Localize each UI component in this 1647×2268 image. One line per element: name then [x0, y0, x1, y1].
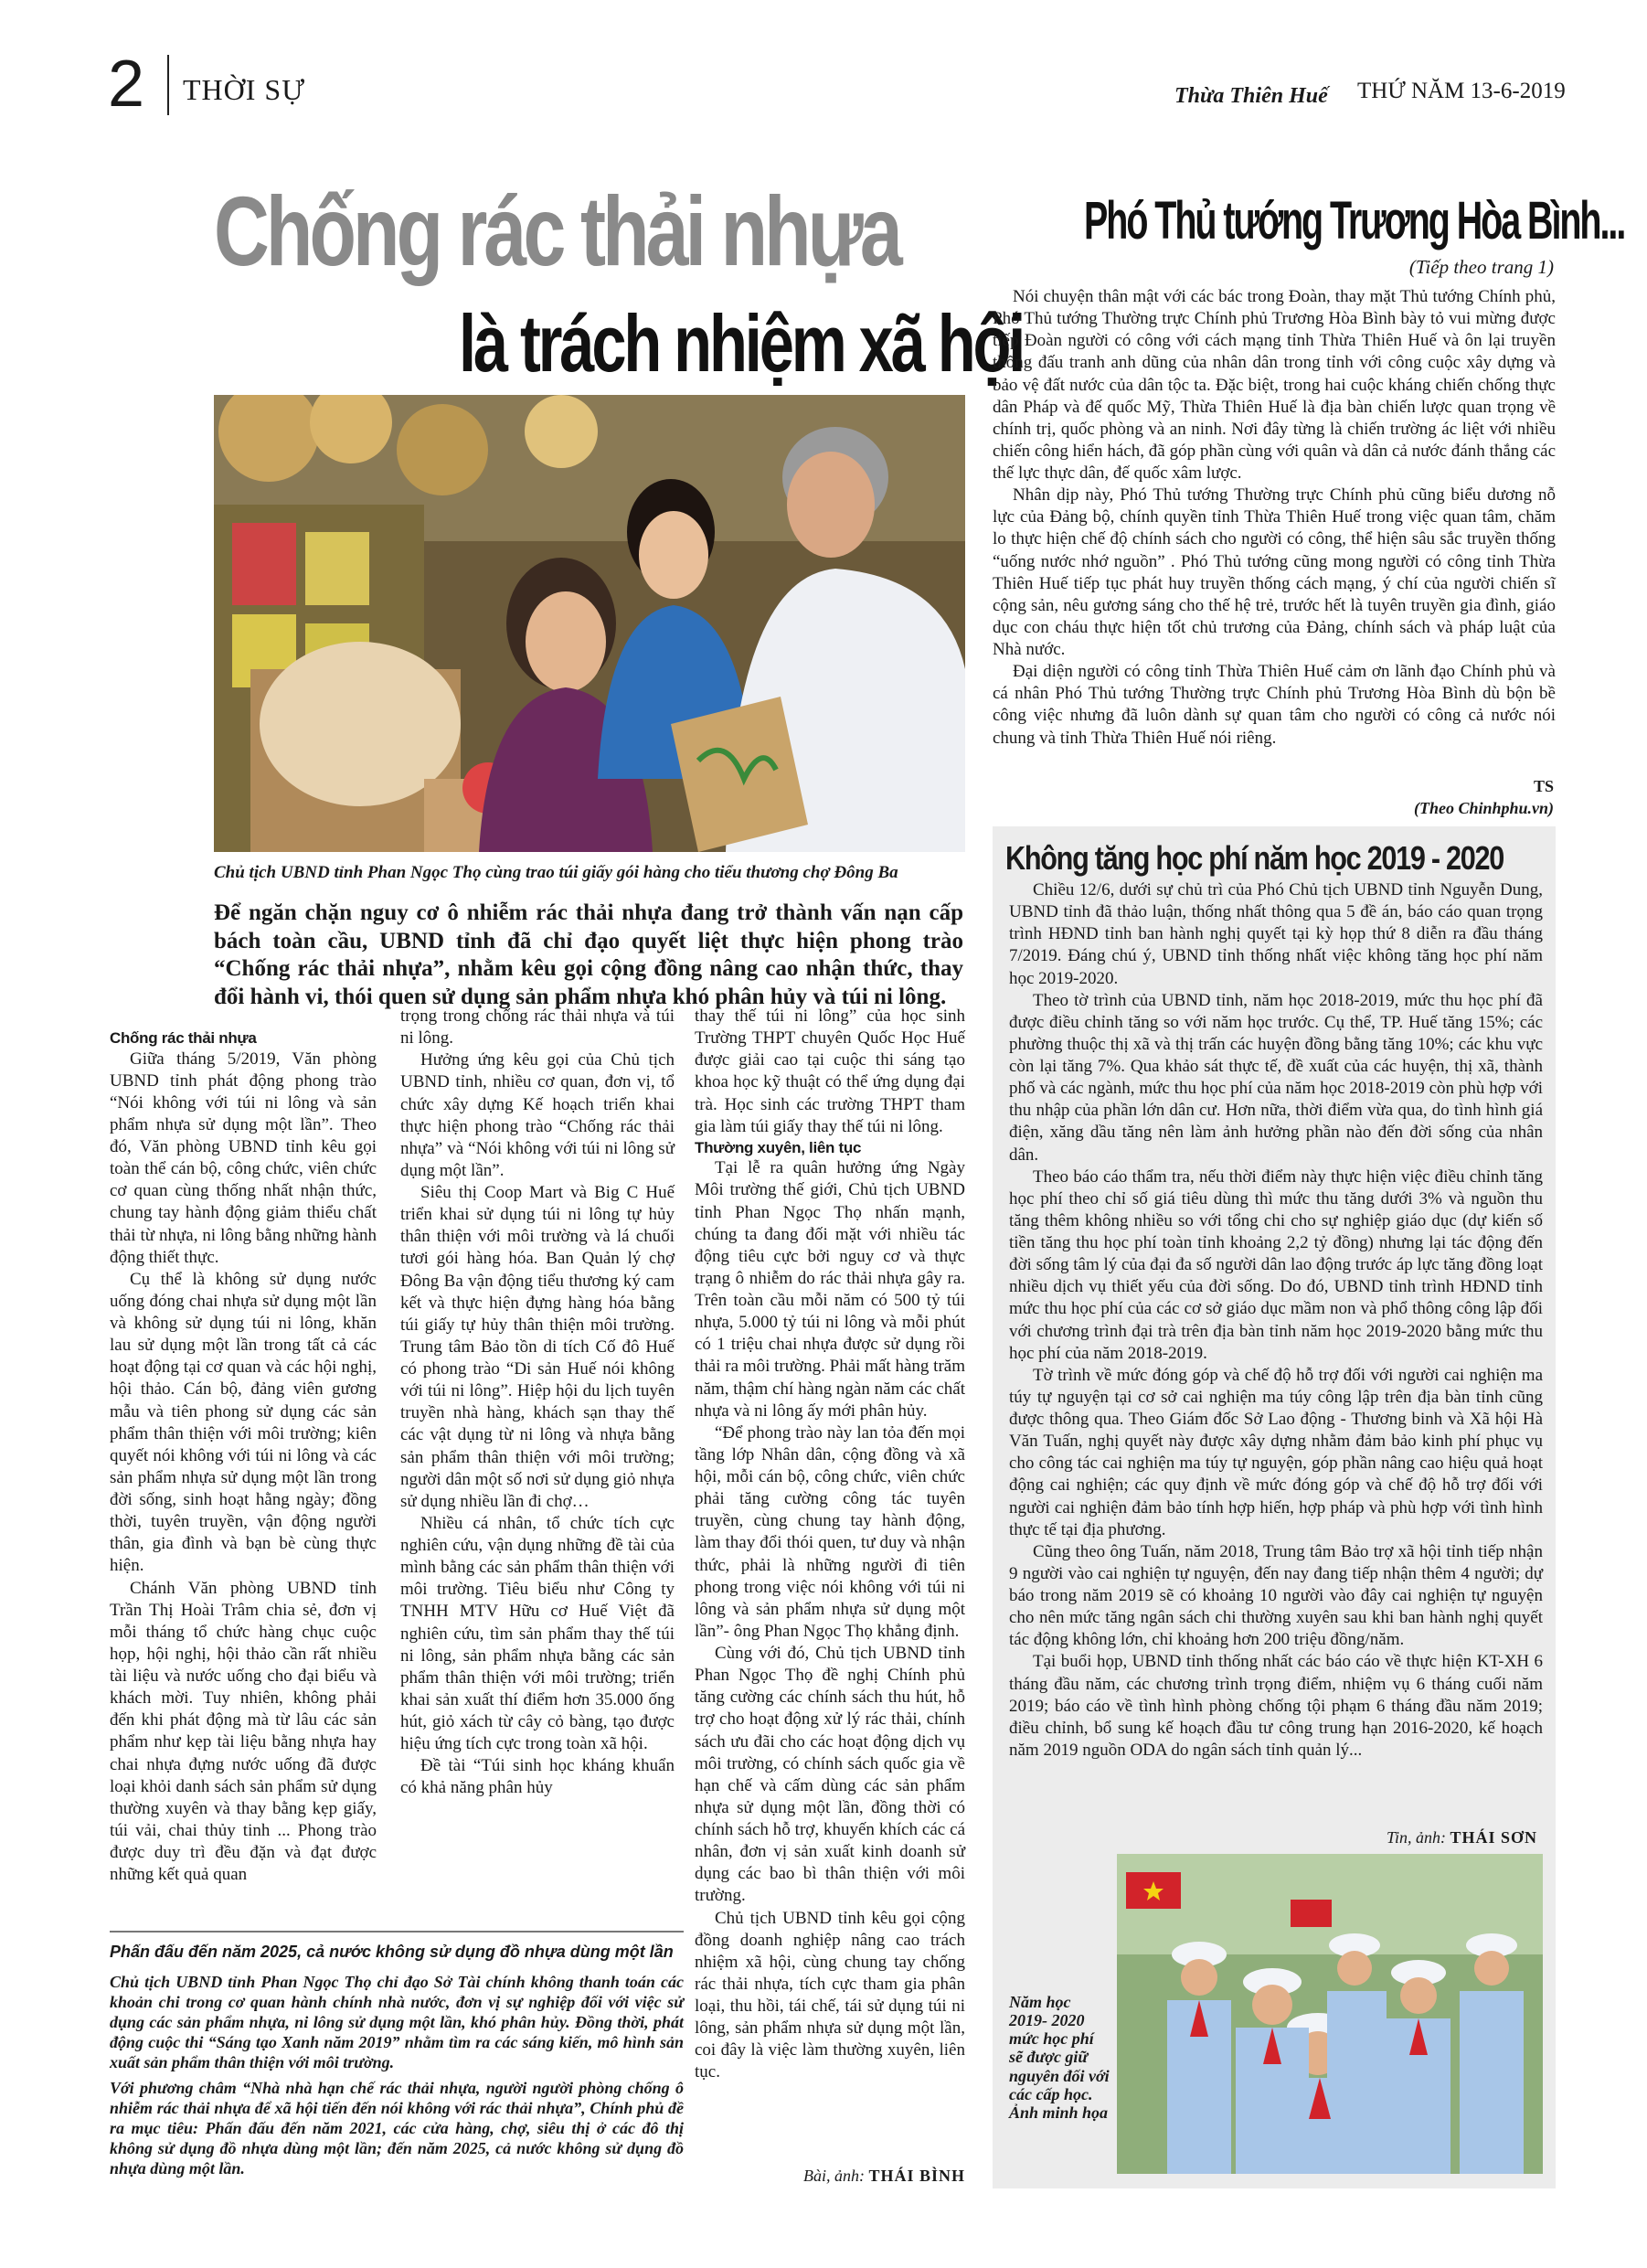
right-source: (Theo Chinhphu.vn)	[1413, 799, 1554, 817]
byline-prefix: Tin, ảnh:	[1386, 1828, 1446, 1847]
tuition-body	[1009, 879, 1543, 1762]
paragraph: Chủ tịch UBND tỉnh Phan Ngọc Thọ chỉ đạo Sở Tài chính không thanh toán các khoản chi trong cơ quan hành chính nhà nước, đơn vị sự nghiệp đối với việc sử dụng các sản phẩm nhựa, ni lông sử dụng một lần, khó phân hủy. Đồng thời, phát động cuộc thi “Sáng tạo Xanh năm 2019” nhằm tìm ra các sáng kiến, mô hình sản xuất sản phẩm thân thiện với môi trường.	[110, 1973, 684, 2071]
paragraph: Theo báo cáo thẩm tra, nếu thời điểm này thực hiện việc điều chỉnh tăng học phí theo chỉ số giá tiêu dùng thì mức thu tăng dưới 3% và nguồn thu tăng thêm không nhiều so với tổng chi cho sự nghiệp giáo dục (dự kiến số tiền tăng thu học phí toàn tỉnh khoảng 2,2 tỷ đồng) nhưng lại tác động đến đời sống tâm lý của đại đa số người dân lao động trước áp lực tăng đồng loạt nhiều dịch vụ thiết yếu của đời sống. Do đó, UBND tỉnh trình HĐND tỉnh mức thu học phí của các cơ sở giáo dục mầm non và phổ thông công lập đối với chương trình đại trà trên địa bàn tỉnh năm học 2019-2020 bằng mức thu học phí của năm 2018-2019.	[1009, 1166, 1543, 1363]
paragraph: Với phương châm “Nhà nhà hạn chế rác thải nhựa, người người phòng chống ô nhiễm rác thải nhựa để xã hội tiến đến nói không với rác thải nhựa”, Chính phủ đề ra mục tiêu: Phấn đấu đến năm 2021, các cửa hàng, chợ, siêu thị ở các đô thị không sử dụng đồ nhựa dùng một lần; đến năm 2025, cả nước không sử dụng đồ nhựa dùng một lần.	[110, 2078, 684, 2177]
paragraph: Tại lễ ra quân hưởng ứng Ngày Môi trường thế giới, Chủ tịch UBND tỉnh Phan Ngọc Thọ nhấn mạnh, chúng ta đang đối mặt với nhiều tác động tiêu cực bởi nguy cơ và thực trạng ô nhiễm do rác thải nhựa gây ra. Trên toàn cầu mỗi năm có 500 tỷ túi nhựa, 5.000 tỷ túi ni lông và mỗi phút có 1 triệu chai nhựa được sử dụng rồi thải ra môi trường. Phải mất hàng trăm năm, thậm chí hàng ngàn năm các chất nhựa và ni lông ấy mới phân hủy.	[695, 1158, 965, 1421]
paragraph: thay thế túi ni lông” của học sinh Trường THPT chuyên Quốc Học Huế được giải cao tại cuộc thi sáng tạo khoa học kỹ thuật có thể ứng dụng đại trà. Học sinh các trường THPT tham gia làm túi giấy thay thế túi ni lông.	[695, 1006, 965, 1136]
paragraph: Giữa tháng 5/2019, Văn phòng UBND tỉnh phát động phong trào “Nói không với túi ni lông và sản phẩm nhựa sử dụng một lần”. Theo đó, Văn phòng UBND tỉnh kêu gọi toàn thể cán bộ, công chức, viên chức cơ quan cùng thống nhất nhận thức, chung tay hành động giảm thiểu chất thải từ nhựa, ni lông bằng những hành động thiết thực.	[110, 1049, 377, 1267]
paragraph: Nhiều cá nhân, tổ chức tích cực nghiên cứu, vận dụng những đề tài của mình bằng các sản phẩm thân thiện với môi trường. Tiêu biểu như Công ty TNHH MTV Hữu cơ Huế Việt đã nghiên cứu, tìm sản phẩm thay thế túi ni lông, sản phẩm nhựa bằng các sản phẩm thân thiện với môi trường; triển khai sản xuất thí điểm hơn 35.000 ống hút, giỏ xách từ cây cỏ bàng, tạo được hiệu ứng tích cực trong toàn xã hội.	[400, 1513, 675, 1754]
paragraph: “Để phong trào này lan tỏa đến mọi tầng lớp Nhân dân, cộng đồng và xã hội, mỗi cán bộ, công chức, viên chức phải tăng cường công tác tuyên truyền, cùng chung tay hành động, làm thay đổi thói quen, tư duy và nhận thức, phải là những người đi tiên phong trong việc nói không với túi ni lông và sản phẩm nhựa sử dụng một lần”- ông Phan Ngọc Thọ khẳng định.	[695, 1422, 965, 1641]
right-headline: Phó Thủ tướng Trương Hòa Bình...	[1084, 191, 1625, 250]
paragraph: Tại buổi họp, UBND tỉnh thống nhất các báo cáo về thực hiện KT-XH 6 tháng đầu năm, các chương trình trọng điểm, nhiệm vụ 6 tháng cuối năm 2019; báo cáo về tình hình phòng chống tội phạm 6 tháng đầu năm 2019; điều chỉnh, bổ sung kế hoạch đầu tư công trung hạn 2016-2020, kế hoạch năm 2019 nguồn ODA do ngân sách tỉnh quản lý...	[1009, 1652, 1543, 1760]
box-text	[110, 1973, 684, 2185]
paragraph: Chủ tịch UBND tỉnh kêu gọi cộng đồng doanh nghiệp nâng cao trách nhiệm xã hội, cùng chung tay chống rác thải nhựa, tích cực tham gia phân loại, thu hồi, tái chế, tái sử dụng túi ni lông, sản phẩm nhựa sử dụng một lần, coi đây là việc làm thường xuyên, liên tục.	[695, 1908, 965, 2082]
paragraph: Cụ thể là không sử dụng nước uống đóng chai nhựa sử dụng một lần và không sử dụng túi ni lông, khăn lau sử dụng một lần trong tất cả các hoạt động tại cơ quan và các hội nghị, hội thảo. Cán bộ, đảng viên gương mẫu và tiên phong sử dụng các sản phẩm thân thiện với môi trường; kiên quyết nói không với túi ni lông và các sản phẩm nhựa sử dụng một lần trong đời sống, sinh hoạt hằng ngày; đồng thời, tuyên truyền, vận động người thân, gia đình và bạn bè cùng thực hiện.	[110, 1269, 377, 1576]
paragraph: Tờ trình về mức đóng góp và chế độ hỗ trợ đối với người cai nghiện ma túy tự nguyện tại cơ sở cai nghiện ma túy công lập trên địa bàn tỉnh cũng được thông qua. Theo Giám đốc Sở Lao động - Thương binh và Xã hội Hà Văn Tuấn, nghị quyết này được xây dựng nhằm đảm bảo kinh phí phục vụ cho công tác cai nghiện ma túy tự nguyện, góp phần nâng cao hiệu quả hoạt động cai nghiện; các quy định về mức đóng góp và chế độ hỗ trợ đối với người cai nghiện đảm bảo tính hợp hiến, hợp pháp và phù hợp với tình hình thực tế tại địa phương.	[1009, 1365, 1543, 1539]
byline-author: THÁI SƠN	[1450, 1828, 1537, 1847]
tuition-byline	[1387, 1828, 1537, 1847]
paragraph: Cùng với đó, Chủ tịch UBND tỉnh Phan Ngọc Thọ đề nghị Chính phủ tăng cường các chính sách thu hút, hỗ trợ cho hoạt động xử lý rác thải, chính sách ưu đãi cho các hoạt động dịch vụ môi trường, có chính sách quốc gia về hạn chế và cấm dùng các sản phẩm nhựa sử dụng một lần, đồng thời có chính sách hỗ trợ, khuyến khích các cá nhân, đơn vị sản xuất kinh doanh sử dụng các bao bì thân thiện với môi trường.	[695, 1644, 965, 1906]
newspaper-name: Thừa Thiên Huế	[1174, 84, 1328, 108]
paragraph: Nói chuyện thân mật với các bác trong Đoàn, thay mặt Thủ tướng Chính phủ, Phó Thủ tướng Thường trực Chính phủ Trương Hòa Bình bày tỏ vui mừng được tiếp Đoàn người có công với cách mạng tỉnh Thừa Thiên Huế và ôn lại truyền thống đấu tranh anh dũng của nhân dân trong tỉnh với công cuộc xây dựng và bảo vệ đất nước của dân tộc ta. Đặc biệt, trong hai cuộc kháng chiến chống thực dân Pháp và đế quốc Mỹ, Thừa Thiên Huế là địa bàn chiến lược quan trọng về chính trị, quốc phòng và an ninh. Nơi đây từng là chiến trường ác liệt với nhiều chiến công hiển hách, đã góp phần cùng với quân và dân cả nước đánh thắng các thế lực thực dân, đế quốc xâm lược.	[993, 287, 1556, 483]
paragraph: Nhân dịp này, Phó Thủ tướng Thường trực Chính phủ cũng biểu dương nỗ lực của Đảng bộ, chính quyền tỉnh Thừa Thiên Huế trong việc quan tâm, chăm lo thực hiện chế độ chính sách cho người có công, thể hiện sâu sắc truyền thống “uống nước nhớ nguồn” . Phó Thủ tướng cũng mong người có công tỉnh Thừa Thiên Huế tiếp tục phát huy truyền thống cách mạng, ý chí của người chiến sĩ cộng sản, nêu gương sáng cho thế hệ trẻ, trước hết là tuyên truyền gia đình, giáo dục con cháu thực hiện tốt chủ trương của Đảng, chính sách và pháp luật của Nhà nước.	[993, 485, 1556, 659]
section-title: THỜI SỰ	[183, 73, 306, 106]
students-photo-illustration	[1117, 1854, 1543, 2174]
subheading: Chống rác thải nhựa	[110, 1029, 257, 1047]
photo-caption: Chủ tịch UBND tỉnh Phan Ngọc Thọ cùng trao túi giấy gói hàng cho tiểu thương chợ Đông Ba	[214, 863, 898, 882]
paragraph: Chiều 12/6, dưới sự chủ trì của Phó Chủ tịch UBND tỉnh Nguyễn Dung, UBND tỉnh đã thảo luận, thống nhất thông qua 5 đề án, báo cáo quan trọng trình HĐND tỉnh ban hành nghị quyết tại kỳ họp thứ 8 diễn ra đầu tháng 7/2019. Đáng chú ý, UBND tỉnh thống nhất việc không tăng học phí năm học 2019-2020.	[1009, 880, 1543, 988]
right-author: TS	[1533, 777, 1554, 795]
paragraph: Hưởng ứng kêu gọi của Chủ tịch UBND tỉnh, nhiều cơ quan, đơn vị, tổ chức xây dựng Kế hoạch triển khai thực hiện phong trào “Chống rác thải nhựa” và “Nói không với túi ni lông sử dụng một lần”.	[400, 1050, 675, 1180]
market-photo-illustration	[214, 395, 965, 852]
main-headline-line2: là trách nhiệm xã hội	[459, 298, 1024, 389]
market-photo	[214, 395, 965, 852]
paragraph: Đại diện người có công tỉnh Thừa Thiên Huế cảm ơn lãnh đạo Chính phủ và cá nhân Phó Thủ tướng Thường trực Chính phủ Trương Hòa Bình dù bộn bề công việc nhưng đã luôn dành sự quan tâm cho người có công cả nước nói chung và tỉnh Thừa Thiên Huế nói riêng.	[993, 662, 1556, 748]
article-byline	[803, 2167, 965, 2186]
right-article-body	[993, 286, 1556, 750]
main-headline-line1: Chống rác thải nhựa	[214, 176, 899, 286]
box-heading: Phấn đấu đến năm 2025, cả nước không sử dụng đồ nhựa dùng một lần	[110, 1943, 674, 1961]
paragraph: Theo tờ trình của UBND tỉnh, năm học 2018-2019, mức thu học phí đã được điều chỉnh tăng so với năm học trước. Cụ thể, TP. Huế tăng 15%; các phường thuộc thị xã và thị trấn các huyện đồng bằng tăng 10%; các khu vực còn lại tăng 7%. Qua khảo sát thực tế, đề xuất của các huyện, thị xã, thành phố và các ngành, mức thu học phí của năm học 2018-2019 còn phù hợp với thu nhập của phần lớn dân cư. Hơn nữa, thời điểm vừa qua, do tình hình giá điện, xăng dầu tăng nên làm ảnh hưởng phần nào đến đời sống của nhân dân.	[1009, 990, 1543, 1165]
subheading: Thường xuyên, liên tục	[695, 1138, 862, 1156]
article-lede: Để ngăn chặn nguy cơ ô nhiễm rác thải nhựa đang trở thành vấn nạn cấp bách toàn cầu, UBND tỉnh đã chỉ đạo quyết liệt thực hiện phong trào “Chống rác thải nhựa”, nhằm kêu gọi cộng đồng nâng cao nhận thức, thay đổi hành vi, thói quen sử dụng sản phẩm nhựa khó phân hủy và túi ni lông.	[214, 900, 963, 1009]
page-number: 2	[108, 48, 145, 121]
paragraph: Cũng theo ông Tuấn, năm 2018, Trung tâm Bảo trợ xã hội tỉnh tiếp nhận 9 người vào cai nghiện tự nguyện, đến nay đang tiếp nhận thêm 4 người; dự báo trong năm 2019 sẽ có khoảng 10 người vào đây cai nghiện tự nguyện cho nên mức tăng ngân sách chi thường xuyên sau khi ban hành nghị quyết tác động không lớn, chỉ khoảng hơn 200 triệu đồng/năm.	[1009, 1541, 1543, 1650]
byline-author: THÁI BÌNH	[868, 2167, 965, 2185]
article-column-3	[695, 1006, 965, 2084]
paragraph: Siêu thị Coop Mart và Big C Huế triển khai sử dụng túi ni lông tự hủy thân thiện với môi trường và lá chuối tươi gói hàng hóa. Ban Quản lý chợ Đông Ba vận động tiểu thương ký cam kết và thực hiện đựng hàng hóa bằng túi giấy tự hủy thân thiện môi trường. Trung tâm Bảo tồn di tích Cố đô Huế có phong trào “Di sản Huế nói không với túi ni lông”. Hiệp hội du lịch tuyên truyền nhà hàng, khách sạn thay thế các vật dụng từ ni lông và nhựa bằng sản phẩm thân thiện với môi trường; người dân một số nơi sử dụng giỏ nhựa sử dụng nhiều lần đi chợ…	[400, 1183, 675, 1511]
header-divider	[167, 55, 169, 115]
paragraph: trọng trong chống rác thải nhựa và túi ni lông.	[400, 1006, 675, 1049]
tuition-headline: Không tăng học phí năm học 2019 - 2020	[1005, 839, 1504, 877]
paragraph: Chánh Văn phòng UBND tỉnh Trần Thị Hoài Trâm chia sẻ, đơn vị mỗi tháng tổ chức hàng chục cuộc họp, hội nghị, hội thảo cần rất nhiều tài liệu và nước uống cho đại biểu và khách mời. Tuy nhiên, không phải đến khi phát động mà từ lâu các sản phẩm như kẹp tài liệu bằng nhựa hay chai nhựa đựng nước uống đã được loại khỏi danh sách sản phẩm sử dụng thường xuyên và thay bằng kẹp giấy, túi vải, chai thủy tinh ... Phong trào được duy trì đều đặn và đạt được những kết quả quan	[110, 1578, 377, 1885]
byline-prefix: Bài, ảnh:	[802, 2167, 865, 2185]
paragraph: Đề tài “Túi sinh học kháng khuẩn có khả năng phân hủy	[400, 1756, 675, 1798]
issue-date: THỨ NĂM 13-6-2019	[1357, 79, 1566, 103]
article-column-1	[110, 1028, 377, 1886]
students-photo	[1117, 1854, 1543, 2174]
students-photo-caption: Năm học 2019- 2020 mức học phí sẽ được giữ nguyên đối với các cấp học. Ảnh minh họa	[1009, 1993, 1110, 2122]
article-column-2	[400, 1006, 675, 1800]
continued-note: (Tiếp theo trang 1)	[1408, 256, 1554, 278]
box-divider	[110, 1931, 684, 1933]
